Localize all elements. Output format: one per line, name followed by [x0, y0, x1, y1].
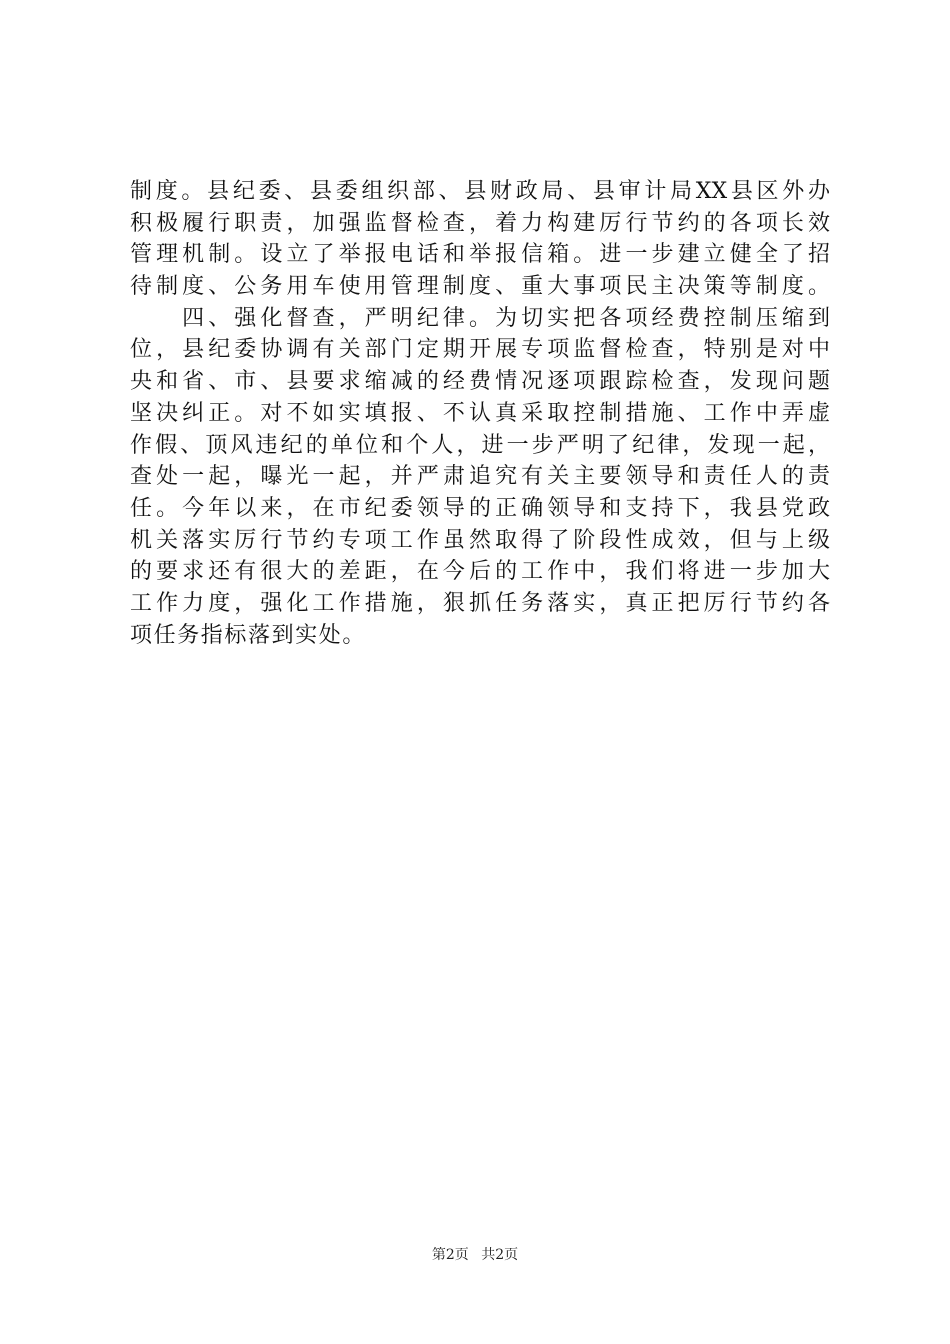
text-line: 四、强化督查，严明纪律。为切实把各项经费控制压缩到	[130, 305, 830, 331]
text-line: 查处一起，曝光一起，并严肃追究有关主要领导和责任人的责	[130, 464, 830, 490]
text-line: 位，县纪委协调有关部门定期开展专项监督检查，特别是对中	[130, 337, 830, 363]
page-number: 第2页	[431, 1247, 469, 1263]
text-line: 待制度、公务用车使用管理制度、重大事项民主决策等制度。	[130, 274, 830, 300]
page-footer	[0, 1244, 950, 1264]
text-line: 坚决纠正。对不如实填报、不认真采取控制措施、工作中弄虚	[130, 400, 830, 426]
text-line: 任。今年以来，在市纪委领导的正确领导和支持下，我县党政	[130, 495, 830, 521]
text-line: 制度。县纪委、县委组织部、县财政局、县审计局XX县区外办	[130, 179, 830, 204]
text-line: 管理机制。设立了举报电话和举报信箱。进一步建立健全了招	[130, 242, 830, 268]
text-line: 项任务指标落到实处。	[130, 622, 367, 648]
page-total: 共2页	[481, 1247, 519, 1263]
text-line: 积极履行职责，加强监督检查，着力构建厉行节约的各项长效	[130, 210, 830, 236]
text-line: 作假、顶风违纪的单位和个人，进一步严明了纪律，发现一起，	[130, 432, 830, 458]
text-line: 机关落实厉行节约专项工作虽然取得了阶段性成效，但与上级	[130, 527, 830, 553]
text-line: 工作力度，强化工作措施，狠抓任务落实，真正把厉行节约各	[130, 590, 830, 616]
document-body	[130, 176, 830, 651]
text-line: 的要求还有很大的差距，在今后的工作中，我们将进一步加大	[130, 559, 830, 585]
text-line: 央和省、市、县要求缩减的经费情况逐项跟踪检查，发现问题	[130, 369, 830, 395]
